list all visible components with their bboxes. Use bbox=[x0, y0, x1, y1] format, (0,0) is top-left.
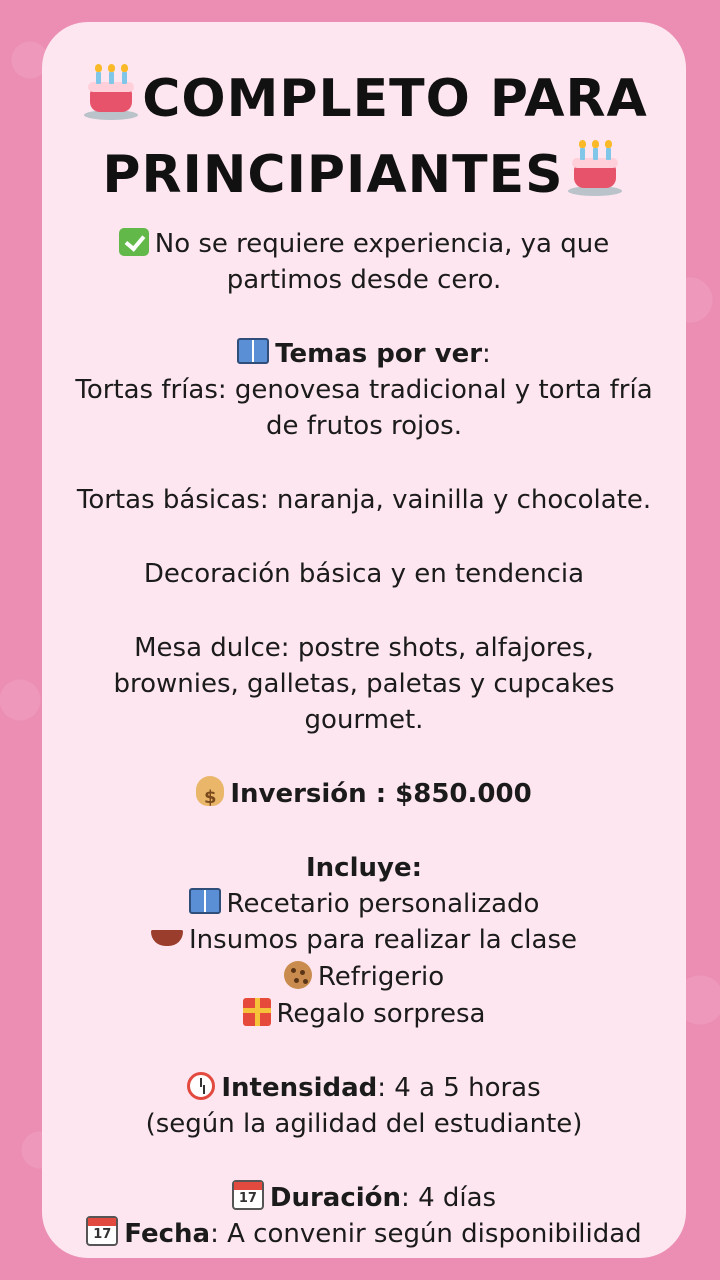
flyer-card bbox=[42, 22, 686, 1258]
intensidad bbox=[42, 1070, 686, 1106]
intensidad-label: Intensidad bbox=[221, 1073, 378, 1103]
intro-text-1: No se requiere experiencia, ya que bbox=[154, 229, 610, 259]
fecha-value: : A convenir según disponibilidad bbox=[210, 1219, 642, 1249]
cookie-icon bbox=[284, 961, 312, 989]
fecha-label: Fecha bbox=[124, 1219, 211, 1249]
calendar-icon bbox=[86, 1216, 118, 1246]
incluye-item-3-text: Refrigerio bbox=[317, 962, 445, 992]
intensidad-value: : 4 a 5 horas bbox=[377, 1073, 541, 1103]
book-icon bbox=[189, 888, 221, 914]
inversion bbox=[42, 776, 686, 812]
cake-icon bbox=[564, 138, 626, 198]
duracion-label: Duración bbox=[269, 1183, 402, 1213]
temas-item-4-line-1: Mesa dulce: postre shots, alfajores, bbox=[134, 633, 594, 663]
intro-line-2: partimos desde cero. bbox=[226, 265, 502, 295]
temas-item-3: Decoración básica y en tendencia bbox=[143, 559, 585, 589]
check-icon bbox=[119, 228, 149, 256]
incluye-heading-text: Incluye: bbox=[306, 853, 422, 883]
inversion-text: Inversión : $850.000 bbox=[230, 779, 532, 809]
book-icon bbox=[237, 338, 269, 364]
intensidad-note: (según la agilidad del estudiante) bbox=[145, 1109, 583, 1139]
title-line-1 bbox=[42, 62, 686, 129]
money-bag-icon bbox=[196, 776, 224, 806]
temas-item-1-line-1: Tortas frías: genovesa tradicional y torta fría bbox=[75, 375, 653, 405]
cake-icon bbox=[80, 62, 142, 122]
incluye-item-1 bbox=[42, 886, 686, 922]
temas-item-4-line-2: brownies, galletas, paletas y cupcakes bbox=[113, 669, 615, 699]
incluye-heading bbox=[42, 850, 686, 886]
intro-line-1 bbox=[42, 226, 686, 262]
temas-heading bbox=[42, 336, 686, 372]
duracion bbox=[42, 1180, 686, 1216]
incluye-item-4 bbox=[42, 996, 686, 1032]
temas-item-4-line-3: gourmet. bbox=[304, 705, 424, 735]
calendar-icon bbox=[232, 1180, 264, 1210]
temas-heading-text: Temas por ver bbox=[275, 339, 483, 369]
incluye-item-4-text: Regalo sorpresa bbox=[276, 999, 486, 1029]
incluye-item-1-text: Recetario personalizado bbox=[226, 889, 540, 919]
title-text-2: PRINCIPIANTES bbox=[102, 145, 564, 205]
alarm-clock-icon bbox=[187, 1072, 215, 1100]
fecha bbox=[42, 1216, 686, 1252]
title-line-2 bbox=[42, 138, 686, 205]
bowl-icon bbox=[151, 930, 183, 946]
duracion-value: : 4 días bbox=[401, 1183, 497, 1213]
gift-icon bbox=[243, 998, 271, 1026]
temas-item-1-line-2: de frutos rojos. bbox=[266, 411, 462, 441]
incluye-item-2-text: Insumos para realizar la clase bbox=[189, 925, 577, 955]
title-text-1: COMPLETO PARA bbox=[142, 69, 648, 129]
incluye-item-2 bbox=[42, 922, 686, 958]
incluye-item-3 bbox=[42, 959, 686, 995]
temas-colon: : bbox=[482, 339, 491, 369]
temas-item-2: Tortas básicas: naranja, vainilla y chocolate. bbox=[76, 485, 652, 515]
